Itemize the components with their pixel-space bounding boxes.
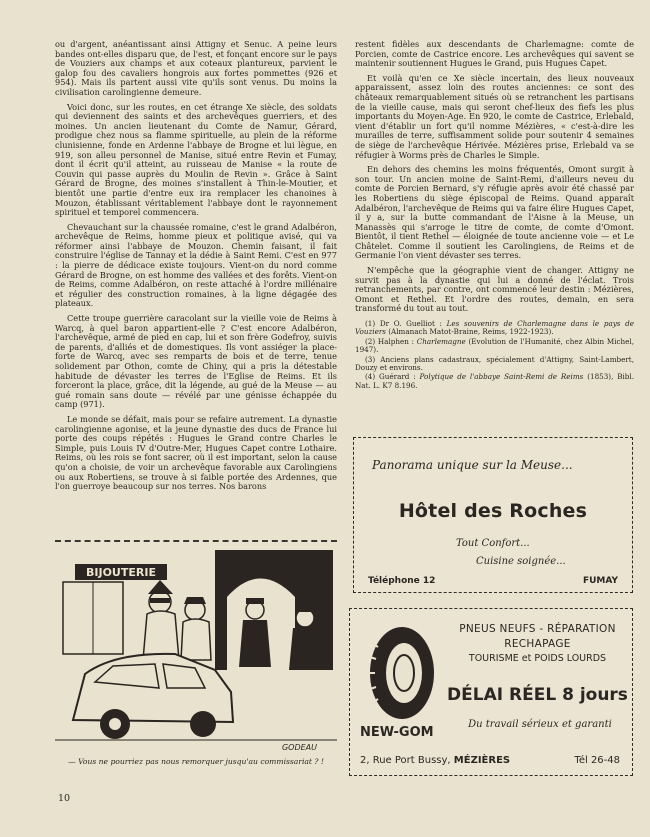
tyres-address: 2, Rue Port Bussy, MÉZIÈRES (360, 755, 511, 766)
tyre-illustration (362, 623, 442, 723)
tyres-brand: NEW-GOM (360, 725, 434, 740)
artist-signature: GODEAU (281, 743, 317, 752)
paragraph: Cette troupe guerrière caracolant sur la vieille voie de Reims à Warcq, à quel baron appartient-elle ? C'est encore Adalbéron, l'archevêque, armé de pied en cap, lui et son frère Godefroy, suivis de parents, d'alliés et de domestiques. Ils vont assiéger la place-forte de Warcq, avec ses remparts de bois et de terre, tenue solidement par Othon, comte de Chiny, qui a pris la détestable habitude de dévaster les terres de l'Eglise de Reims. Et ils forceront la place, grâce, dit la légende, au gué de la Meuse — au gué romain sans doute — révélé par une génisse échappée du camp (971). (55, 313, 337, 410)
shop-sign: BIJOUTERIE (86, 566, 156, 579)
right-column (355, 40, 634, 391)
footnote: (2) Halphen : Charlemagne (Evolution de l'Humanité, chez Albin Michel, 1947). (355, 336, 635, 355)
tyres-line2: RECHAPAGE (504, 638, 571, 650)
paragraph: Et voilà qu'en ce Xe siècle incertain, des lieux nouveaux apparaissent, assez loin des routes anciennes: ce sont des châteaux remarquablement situés où se retranchent les partisans de la vieille cause, mais qui seront chef-lieux des fiefs les plus importants du Moyen-Age. En 920, le comte de Castrice, Erlebald, vient d'établir un fort qu'il nomme Mézières, « c'est-à-dire les murailles de terre, suffisamment solide pour soutenir 4 semaines de siège de l'archevêque Hérivée. Mézières prise, Erlebald va se réfugier à Worms près de Charles le Simple. (355, 72, 634, 160)
footnote: (4) Guérard : Polytique de l'abbaye Saint-Remi de Reims (1853), Bibl. Nat. L. K7 8.196. (355, 372, 634, 390)
paragraph: En dehors des chemins les moins fréquentés, Omont surgit à son tour. Un ancien moine de Saint-Remi, d'ailleurs neveu du comte de Porcien Bernard, s'y réfugie après avoir été chassé par les Robertiens du siège épiscopal de Reims. Quand apparaît Adalbéron, l'archevêque de Reims qui va faire élire Hugues Capet, il y a, sur la butte commandant de l'Aisne à la Meuse, un Manassès qui s'arroge le titre de comte, de comte d'Omont. Bientôt, il tient Rethel — éloignée de toute ancienne voie — et Le Châtelet. Comme il soutient les Carolingiens, de Reims et de Germanie l'on vient dévaster ses terres. (355, 164, 634, 261)
paragraph: restent fidèles aux descendants de Charlemagne: comte de Porcien, comte de Castrice encore. Les archevêques qui savent se maintenir soutiennent Hugues le Grand, puis Hugues Capet. (355, 39, 634, 69)
cartoon-caption: — Vous ne pourriez pas nous remorquer jusqu'au commissariat ? ! (68, 757, 324, 766)
tyres-line1: PNEUS NEUFS - RÉPARATION (459, 623, 616, 635)
left-column (55, 40, 337, 497)
paragraph: ou d'argent, anéantissant ainsi Attigny et Senuc. A peine leurs bandes ont-elles disparu que, de l'est, et fonçant encore sur le pays de Vouziers aux champs et aux coteaux plantureux, parvient le galop fou des cavaliers hongrois aux fortes pommettes (926 et 954). Mais ils partent aussi vite qu'ils sont venus. Du moins la civilisation carolingienne demeure. (55, 39, 337, 97)
paragraph: Voici donc, sur les routes, en cet étrange Xe siècle, des soldats qui deviennent des saints et des archevêques guerriers, et des moines. Un ancien lieutenant du Comte de Namur, Gérard, prodigue chez nous sa flamme spirituelle, au plein de la réforme clunisienne, fonde en Ardenne l'abbaye de Brogne et lui lègue, en 919, son alleu personnel de Manise, situé entre Revin et Fumay, dont il écrit qu'il atteint, au ruisseau de Manise « la route de Couvin qui passe auprès du Moulin de Revin ». Grâce à Saint Gérard de Brogne, des moines s'installent à Thin-le-Moutier, et bientôt une partie d'entre eux ira remplacer les chanoines à Mouzon, établissant véritablement l'abbaye dont le rayonnement spirituel et temporel commencera. (55, 101, 337, 218)
tyres-phone: Tél 26-48 (574, 755, 620, 766)
cartoon-drawing (55, 542, 337, 757)
hotel-telephone: Téléphone 12 (368, 576, 436, 586)
footnote: (3) Anciens plans cadastraux, spécialement d'Attigny, Saint-Lambert, Douzy et environs. (355, 354, 634, 373)
hotel-cuisine: Cuisine soignée... (476, 556, 566, 567)
tyres-headline: DÉLAI RÉEL 8 jours (447, 685, 628, 705)
hotel-confort: Tout Confort... (456, 538, 530, 549)
hotel-tagline: Panorama unique sur la Meuse... (372, 458, 573, 472)
paragraph: Chevauchant sur la chaussée romaine, c'est le grand Adalbéron, archevêque de Reims, homme pieux et politique avisé, qui va réformer ainsi l'abbaye de Mouzon. Chemin faisant, il fait construire l'église de Tannay et la dédie à Saint Remi. C'est en 977 : la pierre de dédicace existe toujours. Vient-on du nord comme Gérard de Brogne, on est homme des vallées et des forêts. Vient-on de Reims, comme Adalbéron, on reste attaché à l'ordre millénaire et régulier des construction romaines, à la ligne dégagée des plateaux. (55, 221, 337, 309)
footnote: (1) Dr O. Guelliot : Les souvenirs de Charlemagne dans le pays de Vouziers (Almanach Matot-Braine, Reims, 1922-1923). (355, 319, 634, 337)
hotel-town: FUMAY (582, 576, 618, 586)
cartoon-illustration (55, 540, 337, 794)
tyres-slogan: Du travail sérieux et garanti (468, 719, 612, 730)
hotel-advertisement (353, 437, 633, 593)
tyres-advertisement (349, 608, 633, 776)
paragraph: Le monde se défait, mais pour se refaire autrement. La dynastie carolingienne agonise, et la jeune dynastie des ducs de France lui porte des coups répétés : Hugues le Grand contre Charles le Simple, puis Louis IV d'Outre-Mer, Hugues Capet contre Lothaire. Reims, où les rois se font sacrer, où il est important, selon la cause qu'on a choisie, de voir un archevêque favorable aux Carolingiens ou aux Robertiens, se trouve à si faible portée des Ardennes, que l'on guerroye beaucoup sur nos terres. Nos barons (55, 413, 337, 492)
paragraph: N'empêche que la géographie vient de changer. Attigny ne survit pas à la dynastie qui lui a donné de l'éclat. Trois retranchements, par contre, ont commencé leur destin : Mézières, Omont et Rethel. Et l'ordre des routes, demain, en sera transformé du tout au tout. (355, 265, 634, 314)
footnotes (355, 320, 634, 390)
page-number: 10 (58, 793, 71, 804)
hotel-name: Hôtel des Roches (398, 500, 588, 522)
tyres-line3: TOURISME et POIDS LOURDS (468, 653, 607, 664)
